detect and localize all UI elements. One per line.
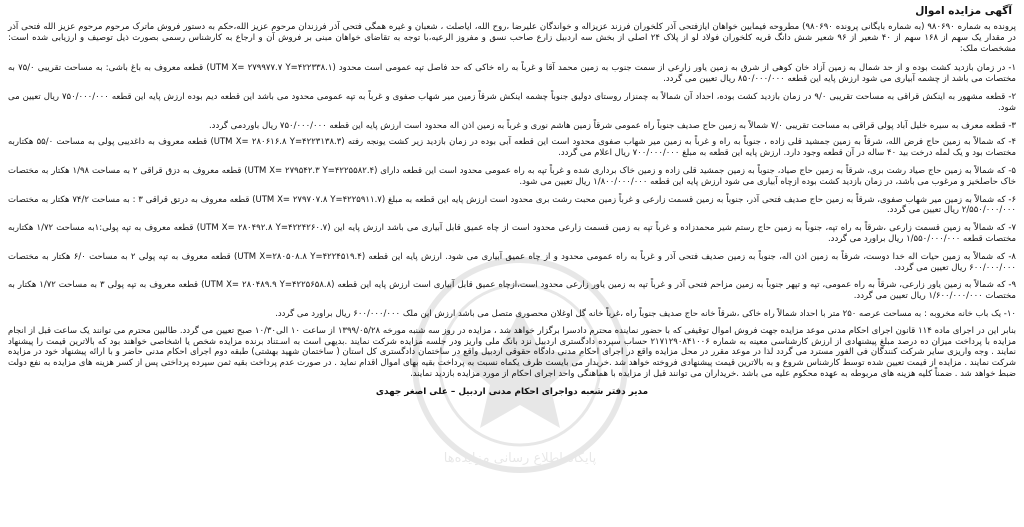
property-item-5: ۵- که شمالاً به زمین حاج صیاد رشت بری، شرقاً به زمین حاج صیاد، جنوباً به زمین جمشید قلی زاده و زمین خاک برداری شده و غرباً تپه به راه عمومی محدود است این قطعه دارای (UTM X= ۲۷۹۵۴۲.۳ Y=۴۲۲۵۵۸۲.۴) قطعه معروف به دزق قراقی ۲ به مساحت ۱/۹۸ هکتار به مختصات خاک حاصلخیز و مرغوب می باشد، در زمان بازدید کشت بوده ازچاه آبیاری می شود ارزش پایه این قطعه ۱/۸۰۰/۰۰۰/۰۰۰ ریال تعیین می شود. <box>8 165 1016 187</box>
notice-title: آگهی مزایده اموال <box>915 5 1012 17</box>
notice-intro: پرونده به شماره ۹۸۰۶۹۰ (به شماره بایگانی پرونده ۹۸۰۶۹۰) مطروحه فیمابین خواهان ایازفتحی آذر کلخوران فرزند عزیزاله و خواندگان علیرضا ،روح الله، ایاصلت ، شعبان و غیره همگی فتحی آذر فرزندان مرحوم عزیز الله،حکم به دستور فروش ماترک مرحوم مرحوم عزیز الله فتحی آذر در مقدار یک سهم از ۱۶۸ سهم از ۴۰ شعیر از ۹۶ شعیر شش دانگ قریه کلخوران فولاد لو از پلاک ۲۴ اصلی از بخش سه اردبیل زارع صاحب نسق و مفروز الرعیه،با توجه به تقاضای خواهان مبنی بر فروش آن و ارجاع به کارشناس رسمی بصورت ذیل توصیف و ارزیابی شده است: مشخصات ملک: <box>8 22 1016 54</box>
property-item-9: ۹- که شمالاً به زمین یاور زارعی، شرقاً به راه عمومی، تپه و تپهر جنوباً به زمین مزاحم فتحی آذر و غرباً تپه به زمین یاور زارعی محدود است،ازچاه عمیق قابل آبیاری است ارزش پایه این قطعه (UTM X= ۲۸۰۴۸۹.۹ Y=۴۲۲۵۶۵۸.۸) قطعه معروف به تپه پولی ۳ به مساحت ۱/۷۲ هکتار به مختصات ۱/۶۰۰/۰۰۰/۰۰۰ ریال تعیین می گردد. <box>8 280 1017 302</box>
auction-terms: بنابر این در اجرای ماده ۱۱۴ قانون اجرای احکام مدنی موعد مزایده جهت فروش اموال توقیفی که با حضور نماینده محترم دادسرا برگزار خواهد شد ، مزایده در روز سه شنبه مورخه ۱۳۹۹/۰۵/۲۸ از ساعت ۱۰ الی۱۰/۳۰ صبح تعیین می گردد. طالبین محترم می توانند یک ساعت قبل از انجام مزایده با پرداخت میزان ده درصد مبلغ پیشنهادی از ارزش کارشناسی معینه به شماره ۲۱۷۱۲۹۰۸۴۱۰۰۶ حساب سپرده دادگستری اردبیل نزد بانک ملی واریز ودر جلسه مزایده شرکت نمایند .بدیهی است به اسـتناد برنده مزایده شخص یا اشخاصی خواهند بود که بالاترین قیمت را پیشنهاد نمایند . وجه واریزی سایر شرکت کنندگان فی الفور مسترد می گردد لذا در موعد مقرر در محل مزایده واقع در اجرای احکام مدنی دادگاه حقوقی اردبیل واقع در ساختمان دادگستری کل استان ( ساختمان شهید بهشتی) طبقه دوم اجرای احکام مدنی حاضر و با ارائه پیشنهاد خود در مزایده شرکت نمایند . مزایده از قیمت تعیین شده توسط کارشناس شروع و به بالاترین قیمت پیشنهادی فروخته خواهد شد .خریدار می بایست ظرف یکماه نسبت به پرداخت بقیه بهای اموال اقدام نماید . در صورت عدم پرداخت بقیه ثمن سپرده پرداختی پس از کسر هزینه های مزایده به نفع دولت ضبط خواهد شد . ضمناً کلیه هزینه های مربوطه به عهده محکوم علیه می باشد .خریداران می توانند قبل از مزایده با هماهنگی واحد اجرای احکام از مورد مزایده بازدید نمایند. <box>8 325 1016 379</box>
property-item-2: ۲- قطعه مشهور به اینکش قراقی به مساحت تقریبی ۹/۰ در زمان بازدید کشت بوده، احداد آن شمالاً به چمنزار روستای دولیق جنوباً چشمه اینکش شرقاً زمین میر شهاب صفوی و غرباً به تپه عمومی محدود می باشد این قطعه دیم بوده ارزش پایه این قطعه ۷۵۰/۰۰۰/۰۰۰ ریال تعیین می شود. <box>8 91 1017 113</box>
property-item-10: ۱۰- یک باب خانه مخروبه : به مساحت عرصه ۲۵۰ متر با احداد شمالاً راه خاکی ،شرقاً خانه حاج صدیف جنوباً راه ،غرباً خانه گل اوغلان محصوری متصل می باشد ارزش این ملک ۶۰۰/۰۰۰/۰۰۰ ریال براورد می گردد. <box>275 308 1016 319</box>
property-item-1: ۱- در زمان بازدید کشت بوده و از حد شمال به زمین آزاد خان کوهی از شرق به زمین یاور زارعی از سمت جنوب به زمین محمد آقا و غرباً به راه خاکی که حد فاصل تپه عمومی است محدود (UTM X= ۲۷۹۹۷۷.۷ Y=۴۲۲۳۳۸.۱) قطعه معروف به باغ باشی: به مساحت تقریبی ۷۵/۰ به مختصات می باشد از چشمه آبیاری می شود ارزش پایه این قطعه ۸۵۰/۰۰۰/۰۰۰ ریال تعیین می گردد. <box>8 63 1017 85</box>
property-item-8: ۸- که شمالاً به زمین حیات اله خدا دوست، شرقاً به زمین اذن اله، جنوباً به زمین صدیف فتحی آذر و غرباً به راه عمومی محدود و از چاه عمیق آبیاری می شود. ارزش پایه این قطعه (UTM X=۲۸۰۵۰۸.۸ Y=۴۲۲۴۵۱۹.۴) قطعه معروف به تپه پولی ۲ به مساحت ۶/۰ هکتار به مختصات ۶۰۰/۰۰۰/۰۰۰ ریال تعیین می گردد. <box>8 251 1016 273</box>
property-item-4: ۴- که شمالاً به زمین حاج فرض الله، شرقاً به زمین جمشید قلی زاده ، جنوباً به راه و غرباً به زمین میر شهاب صفوی محدود است این قطعه آبی بوده در زمان بازدید زیر کشت یونجه رفته (UTM X= ۲۸۰۶۱۶.۸ Y=۴۲۲۳۱۳۸.۳) قطعه معروف به داغدیبی پولی به مساحت ۵۵/۰ هکتاربه مختصات بود و یک لمله درخت بید ۴۰ ساله در آن قطعه وجود دارد. ارزش پایه این قطعه به مبلغ ۷۰۰/۰۰۰/۰۰۰ ریال اعلام می گردد. <box>8 137 1017 159</box>
property-item-7: ۷- که شمالاً به زمین قسمت زارعی ،شرقاً به راه تپه، جنوباً به زمین حاج رستم شیر محمدزاده و غرباً تپه به زمین قسمت زارعی محدود است از چاه عمیق قابل آبیاری می باشد ارزش پایه این (UTM X= ۲۸۰۴۹۲.۸ Y=۴۲۲۴۲۶۰.۷) قطعه معروف به تپه پولی:۱به مساحت ۱/۷۲ هکتاربه مختصات قطعه ۱/۵۵۰/۰۰۰/۰۰۰ ریال براورد می گردد. <box>8 223 1017 244</box>
property-item-3: ۳- قطعه معرف به سیره خلیل آباد پولی قراقی به مساحت تقریبی ۷/۰ شمالاً به زمین حاج صدیف جنوباً راه عمومی شرقاً زمین هاشم نوری و غرباً به زمین اذن اله محدود است ارزش پایه این قطعه ۷۵۰/۰۰۰/۰۰۰ ریال باوردمی گردد. <box>208 120 1016 131</box>
signature-line: مدیر دفتر شعبه دواجرای احکام مدنی اردبیل – علی اصغر جهدی <box>375 386 649 397</box>
watermark-text: پایگاه اطلاع رسانی مزایده‌ها <box>443 451 597 466</box>
property-item-6: ۶- که شمالاً به زمین میر شهاب صفوی، شرقاً به زمین حاج صدیف فتحی آذر، جنوباً به زمین قسمت زارعی و غرباً زمین محبت رشت بری محدود است ارزش پایه این قطعه به مبلغ (UTM X= ۲۷۹۷۰۷.۸ Y=۴۲۲۵۹۱۱.۷) قطعه معروف به درتق قراقی ۳ : به مساحت ۷۴/۲ هکتار به مختصات ۲/۵۵۰/۰۰۰/۰۰۰ ریال تعیین می گردد. <box>8 194 1017 216</box>
